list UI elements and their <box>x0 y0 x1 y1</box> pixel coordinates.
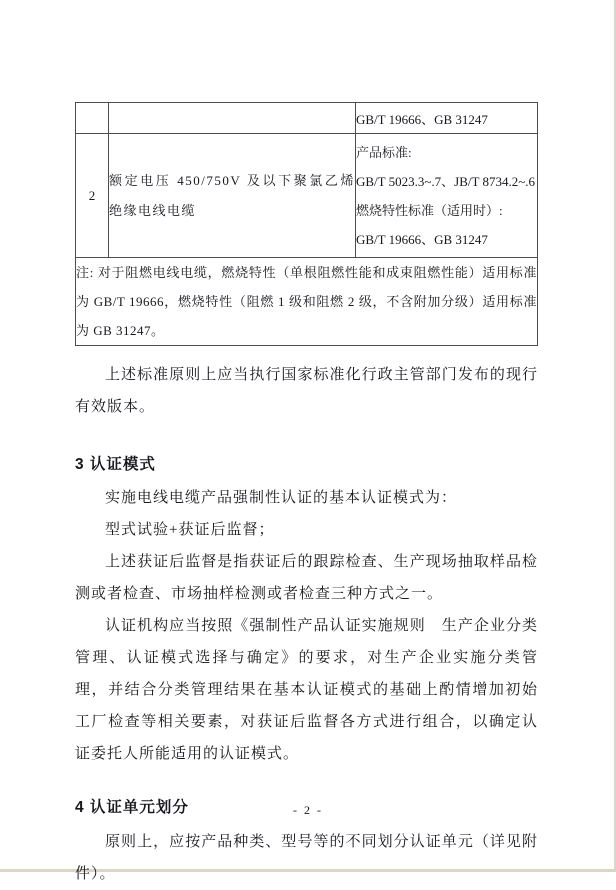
paragraph-standards-version: 上述标准原则上应当执行国家标准化行政主管部门发布的现行有效版本。 <box>75 367 538 415</box>
certification-standards-table <box>75 102 538 346</box>
table-cell-product <box>109 103 356 134</box>
paragraph: 认证机构应当按照《强制性产品认证实施规则 生产企业分类管理、认证模式选择与确定》的要求，对生产企业实施分类管理，并结合分类管理结果在基本认证模式的基础上酌情增加初始工厂检查等相关要素，对获证后监督各方式进行组合，以确定认证委托人所能适用的认证模式。 <box>75 618 538 762</box>
table-row-continuation <box>76 103 538 134</box>
document-content <box>75 102 538 890</box>
table-row-note <box>76 258 538 346</box>
standards-line: 产品标准: <box>356 144 412 160</box>
paragraph: 型式试验+获证后监督； <box>105 522 275 538</box>
table-note: 注: 对于阻燃电线电缆，燃烧特性（单根阻燃性能和成束阻燃性能）适用标准为 GB/T 19666，燃烧特性（阻燃 1 级和阻燃 2 级，不含附加分级）适用标准为 GB 31247。 <box>76 258 538 346</box>
standards-line: GB/T 5023.3~.7、JB/T 8734.2~.6 <box>356 173 535 189</box>
standards-line: 燃烧特性标准（适用时）: <box>356 202 503 218</box>
table-cell-index: 2 <box>76 134 109 258</box>
table-cell-index <box>76 103 109 134</box>
standards-line: GB/T 19666、GB 31247 <box>356 231 488 247</box>
table-cell-standards <box>356 134 538 258</box>
table-cell-standards: GB/T 19666、GB 31247 <box>356 103 538 134</box>
paragraph: 原则上，应按产品种类、型号等的不同划分认证单元（详见附件）。 <box>75 834 538 882</box>
paragraph: 上述获证后监督是指获证后的跟踪检查、生产现场抽取样品检测或者检查、市场抽样检测或者检查三种方式之一。 <box>75 554 538 602</box>
section-heading-certification-mode: 3 认证模式 <box>75 456 156 473</box>
table-cell-product: 额定电压 450/750V 及以下聚氯乙烯绝缘电线电缆 <box>109 134 356 258</box>
page-number: - 2 - <box>293 803 323 817</box>
table-row-2 <box>76 134 538 258</box>
section-heading-certification-unit: 4 认证单元划分 <box>75 799 189 816</box>
paragraph: 实施电线电缆产品强制性认证的基本认证模式为： <box>105 490 458 506</box>
